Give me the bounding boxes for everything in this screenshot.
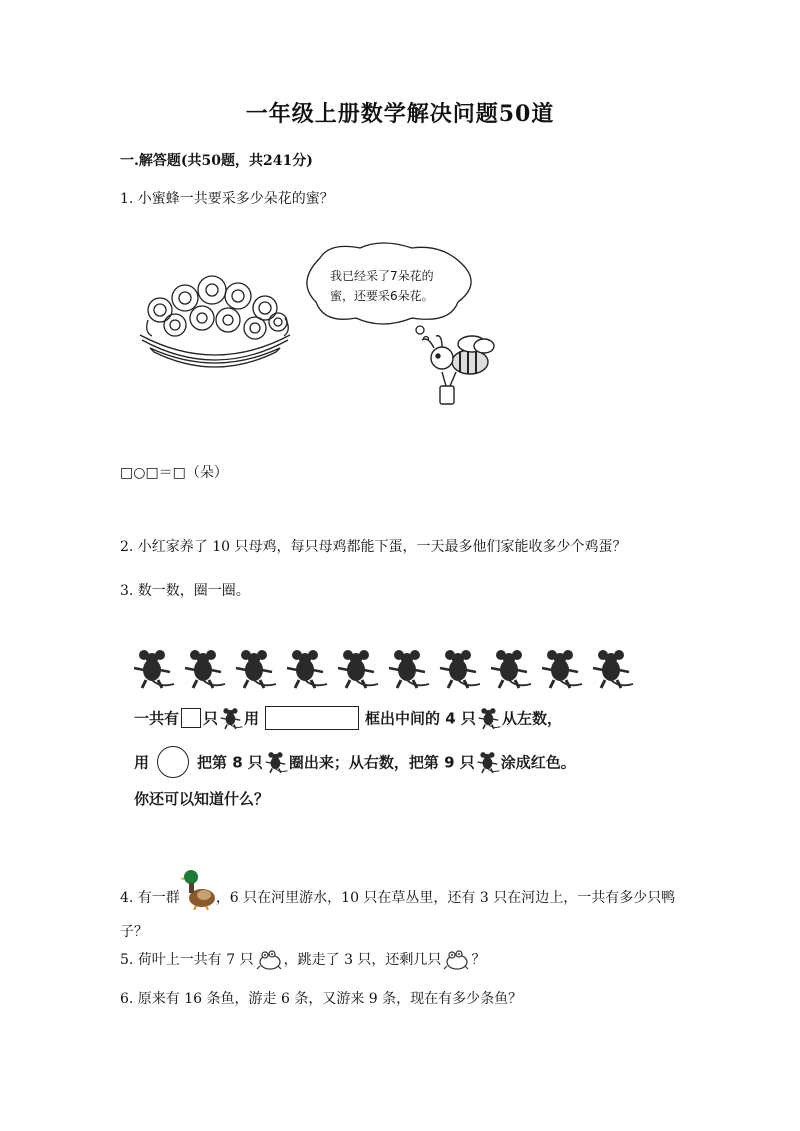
line1-text-b: 只 bbox=[203, 709, 219, 728]
bee-drawing bbox=[422, 336, 494, 404]
question-1: 1. 小蜜蜂一共要采多少朵花的蜜？ bbox=[120, 191, 334, 207]
mouse-figure bbox=[232, 646, 278, 690]
exercise-line-3: 你还可以知道什么？ bbox=[134, 790, 270, 808]
mouse-icon bbox=[475, 750, 501, 774]
mouse-figure bbox=[487, 646, 533, 690]
flower-basket-drawing bbox=[140, 276, 290, 367]
mouse-icon bbox=[218, 706, 244, 730]
exercise-line-1 bbox=[134, 706, 562, 730]
question-5-text-a: 5. 荷叶上一共有 7 只 bbox=[120, 952, 254, 968]
answer-box[interactable] bbox=[181, 708, 201, 728]
exercise-line-2 bbox=[134, 746, 576, 778]
mouse-figure bbox=[334, 646, 380, 690]
question-6: 6. 原来有 16 条鱼，游走 6 条，又游来 9 条，现在有多少条鱼？ bbox=[120, 991, 523, 1007]
mice-row bbox=[130, 646, 640, 690]
line1-text-d: 框出中间的 4 只 bbox=[365, 709, 476, 728]
question-5-text-b: ，跳走了 3 只，还剩几只 bbox=[283, 952, 442, 968]
mouse-figure bbox=[385, 646, 431, 690]
line2-text-b: 把第 8 只 bbox=[197, 753, 263, 772]
answer-formula: □○□＝□（朵） bbox=[120, 465, 228, 481]
line2-text-d: 涂成红色。 bbox=[500, 753, 576, 772]
mouse-icon bbox=[263, 750, 289, 774]
line1-text-e: 从左数， bbox=[501, 709, 562, 728]
bubble-line-1: 我已经采了7朵花的 bbox=[330, 269, 434, 283]
bubble-line-2: 蜜，还要采6朵花。 bbox=[330, 289, 434, 303]
line2-text-a: 用 bbox=[134, 753, 150, 772]
mouse-figure bbox=[436, 646, 482, 690]
mouse-figure bbox=[538, 646, 584, 690]
question-1-illustration bbox=[120, 240, 500, 420]
question-4-text-a: 4. 有一群 bbox=[120, 890, 180, 906]
mouse-figure bbox=[589, 646, 635, 690]
page-title: 一年级上册数学解决问题50道 bbox=[245, 101, 555, 127]
line1-text-c: 用 bbox=[244, 709, 260, 728]
mice-counting-exercise bbox=[120, 638, 648, 816]
mouse-figure bbox=[181, 646, 227, 690]
duck-icon bbox=[180, 868, 216, 910]
section-heading: 一.解答题(共50题，共241分) bbox=[120, 153, 313, 169]
line2-text-c: 圈出来；从右数，把第 9 只 bbox=[288, 753, 475, 772]
question-5-text-c: ？ bbox=[471, 952, 486, 968]
question-5 bbox=[120, 948, 485, 971]
circle-shape[interactable] bbox=[157, 746, 189, 778]
mouse-icon bbox=[476, 706, 502, 730]
mouse-figure bbox=[283, 646, 329, 690]
line1-text-a: 一共有 bbox=[134, 709, 180, 728]
question-4 bbox=[120, 868, 680, 949]
question-4-text-b: ，6 只在河里游水，10 只在草丛里，还有 3 只在河边上，一共有多少只鸭子？ bbox=[120, 890, 676, 940]
frog-icon bbox=[443, 948, 469, 970]
frame-box[interactable] bbox=[265, 706, 359, 730]
frog-icon bbox=[256, 948, 282, 970]
question-3: 3. 数一数，圈一圈。 bbox=[120, 583, 250, 599]
question-2: 2. 小红家养了 10 只母鸡，每只母鸡都能下蛋，一天最多他们家能收多少个鸡蛋？ bbox=[120, 539, 627, 555]
mouse-figure bbox=[130, 646, 176, 690]
